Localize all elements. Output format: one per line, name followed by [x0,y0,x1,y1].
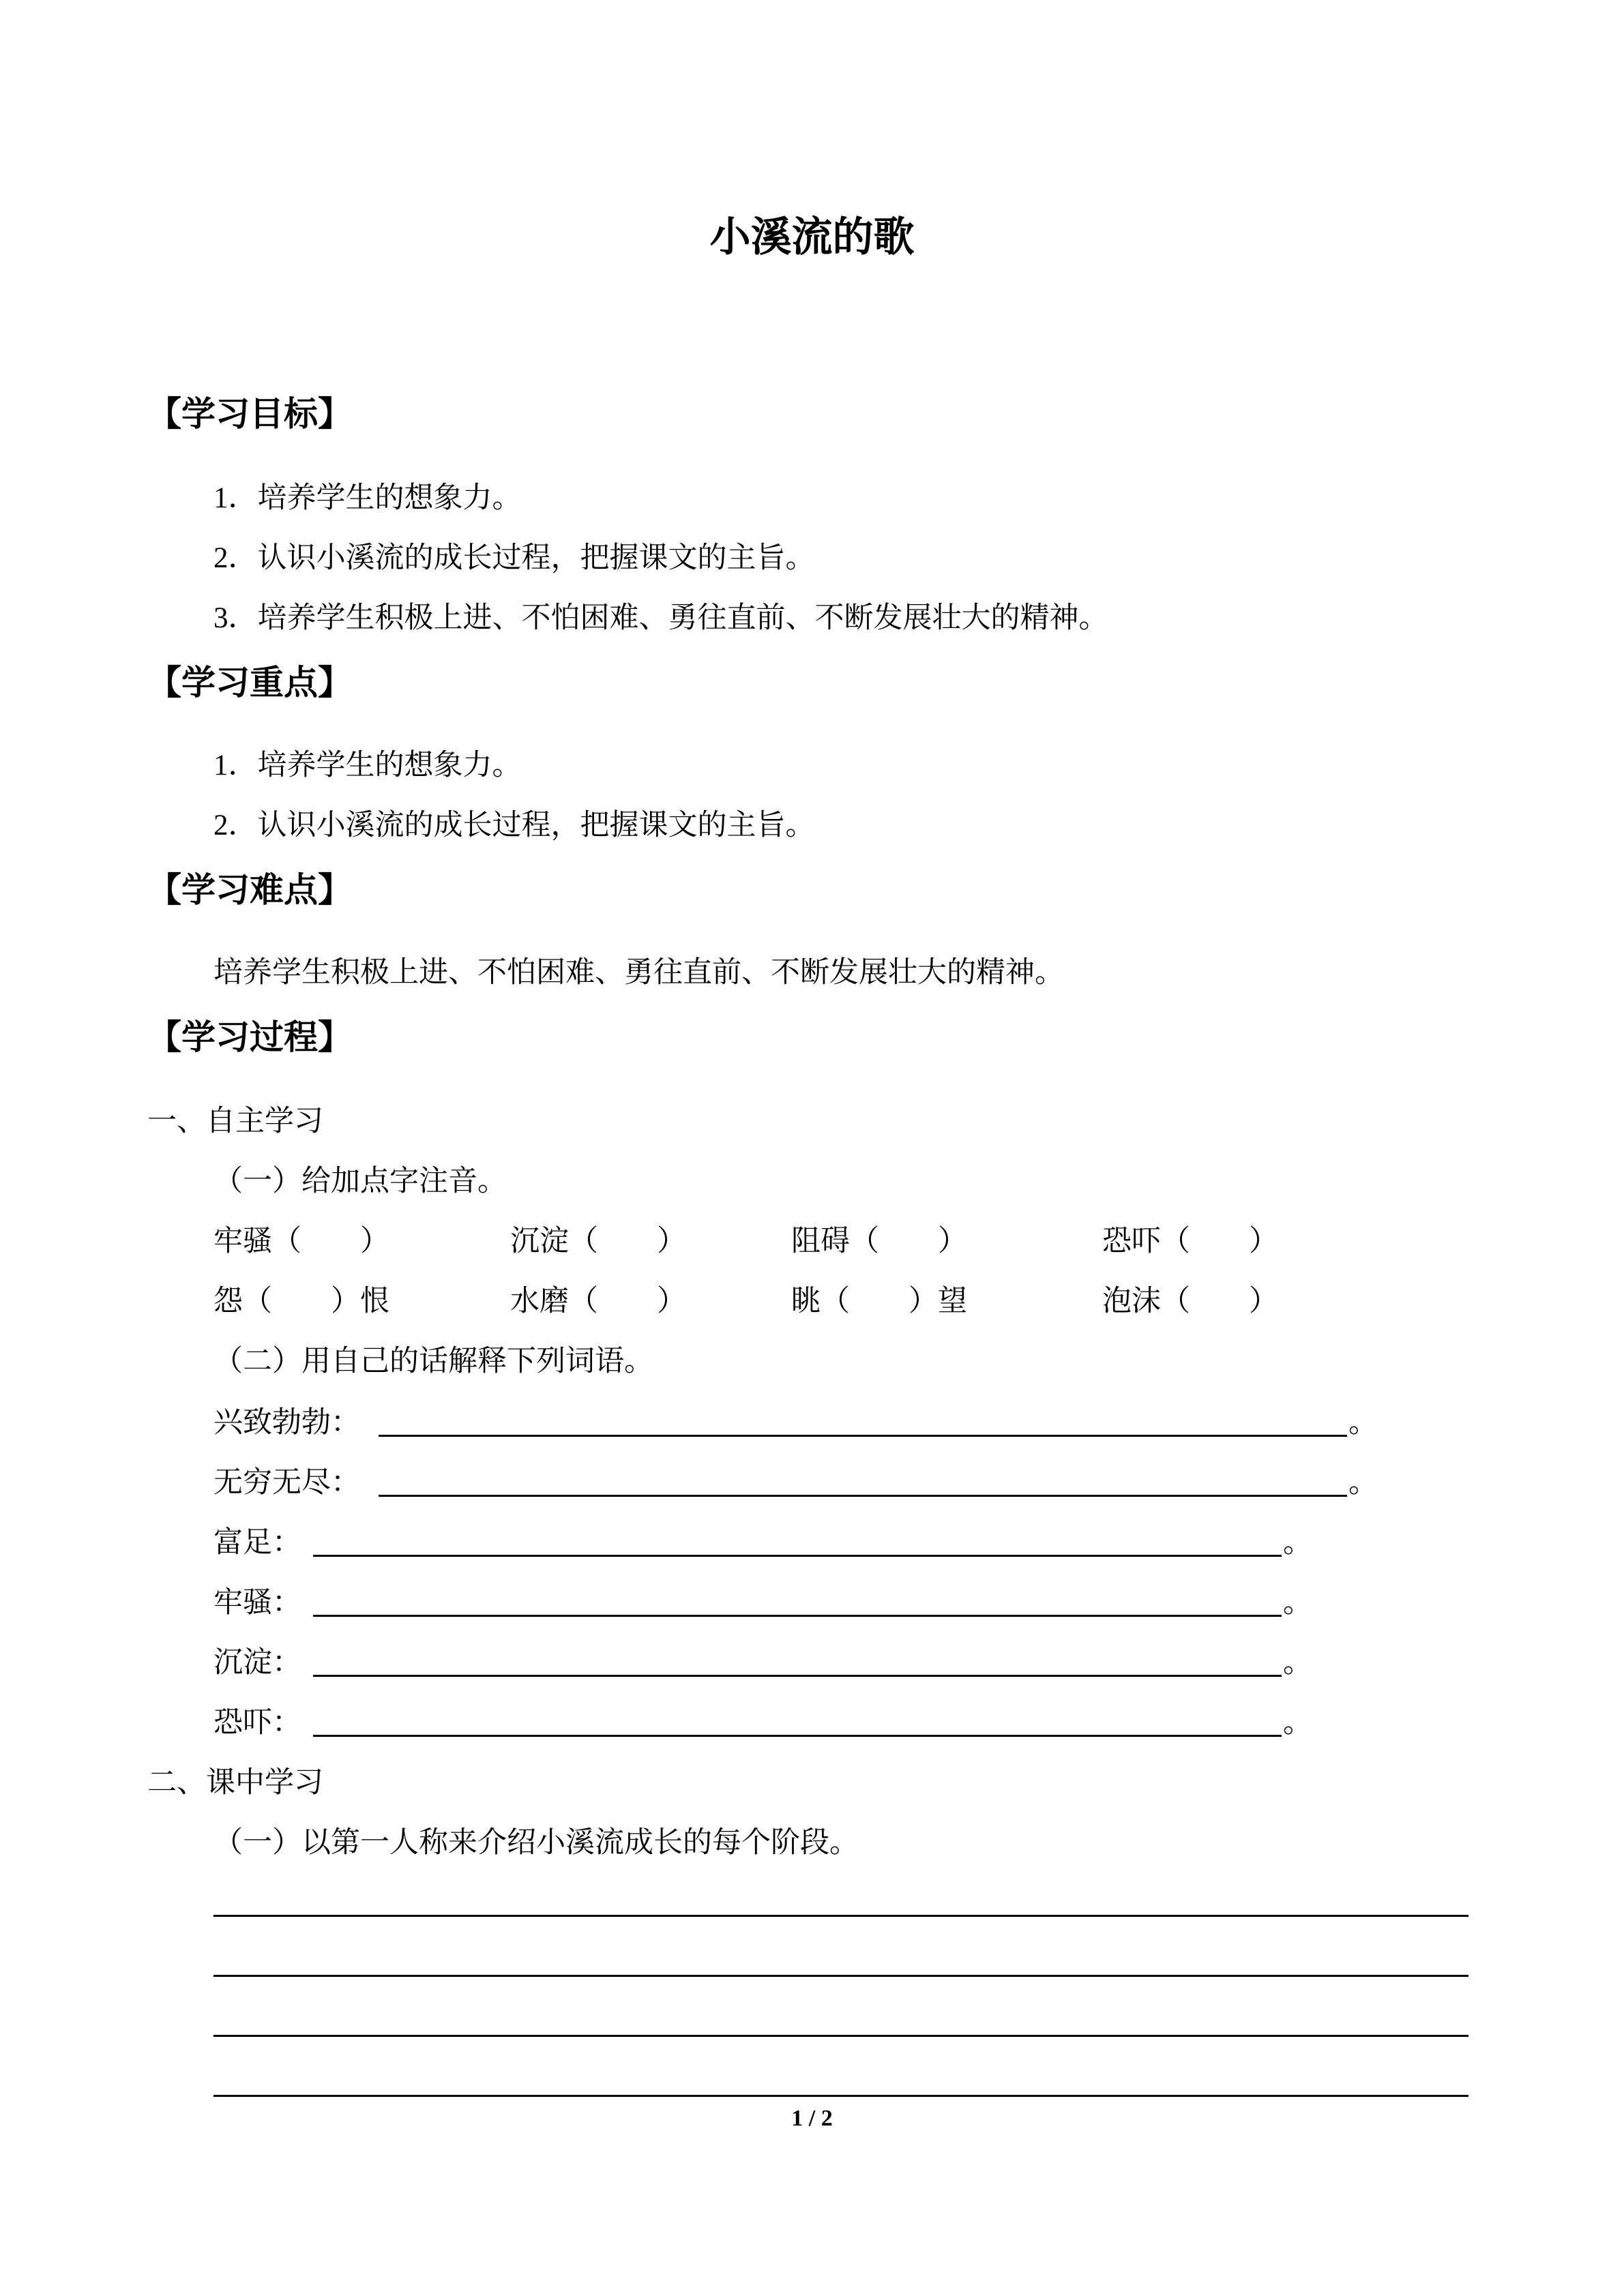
key-point-item-1-text: 培养学生的想象力。 [257,748,522,782]
goal-item-2-number: 2． [213,542,258,574]
part2-title: 二、课中学习 [147,1765,323,1800]
definition-label: 富足： [213,1525,301,1560]
pinyin-item-shuimo: 水磨（ ） [510,1284,686,1318]
definition-answer-blank[interactable] [313,1675,1282,1677]
definition-row-konghe [213,1702,1318,1743]
answer-line-4[interactable] [213,2095,1468,2097]
definition-label: 沉淀： [213,1645,301,1680]
definition-label: 牢骚： [213,1585,301,1620]
goal-item-3 [213,597,1108,639]
part2-q1-title: （一）以第一人称来介绍小溪流成长的每个阶段。 [213,1825,859,1860]
definition-period: 。 [1283,1585,1312,1620]
pinyin-item-laosao: 牢骚（ ） [213,1224,389,1258]
goal-item-1 [213,477,522,519]
pinyin-item-tiaowang: 眺（ ）望 [791,1284,967,1318]
pinyin-item-chendian: 沉淀（ ） [510,1224,686,1258]
definition-period: 。 [1283,1705,1312,1740]
definition-period: 。 [1283,1525,1312,1560]
definition-row-laosao [213,1582,1318,1623]
heading-difficulties: 【学习难点】 [147,870,352,910]
definition-answer-blank[interactable] [379,1495,1347,1497]
definition-row-fuzu [213,1522,1318,1563]
part1-q1-title: （一）给加点字注音。 [213,1164,507,1198]
definition-period: 。 [1348,1465,1378,1500]
difficulty-text: 培养学生积极上进、不怕困难、勇往直前、不断发展壮大的精神。 [213,955,1064,989]
goal-item-3-text: 培养学生积极上进、不怕困难、勇往直前、不断发展壮大的精神。 [257,601,1108,635]
part1-title: 一、自主学习 [147,1104,323,1138]
definition-answer-blank[interactable] [313,1615,1282,1617]
definition-answer-blank[interactable] [313,1555,1282,1557]
definition-period: 。 [1348,1405,1378,1440]
definition-row-wuqiongwujin [213,1462,1387,1503]
key-point-item-1-number: 1． [213,749,258,781]
answer-line-2[interactable] [213,1975,1468,1977]
goal-item-2-text: 认识小溪流的成长过程，把握课文的主旨。 [257,541,815,575]
definition-label: 无穷无尽： [213,1465,360,1500]
definition-label: 恐吓： [213,1705,301,1740]
key-point-item-2-text: 认识小溪流的成长过程，把握课文的主旨。 [257,808,815,842]
answer-line-1[interactable] [213,1915,1468,1917]
key-point-item-2-number: 2． [213,809,258,841]
part1-q2-title: （二）用自己的话解释下列词语。 [213,1344,653,1378]
pinyin-item-zuai: 阻碍（ ） [791,1224,967,1258]
pinyin-item-yuanhen: 怨（ ）恨 [213,1284,389,1318]
definition-label: 兴致勃勃： [213,1405,360,1440]
goal-item-1-number: 1． [213,482,258,514]
definition-row-xingzhibobo [213,1402,1387,1443]
page-title: 小溪流的歌 [709,213,915,261]
key-point-item-2 [213,805,815,846]
definition-answer-blank[interactable] [313,1735,1282,1737]
goal-item-1-text: 培养学生的想象力。 [257,481,522,515]
page-number: 1 / 2 [791,2106,833,2131]
goal-item-2 [213,537,815,579]
goal-item-3-number: 3． [213,602,258,634]
pinyin-item-paomo: 泡沫（ ） [1102,1284,1278,1318]
key-point-item-1 [213,745,522,786]
definition-period: 。 [1283,1645,1312,1680]
heading-key-points: 【学习重点】 [147,663,352,702]
heading-learning-process: 【学习过程】 [147,1017,352,1057]
answer-line-3[interactable] [213,2035,1468,2037]
heading-learning-goals: 【学习目标】 [147,394,352,434]
definition-answer-blank[interactable] [379,1435,1347,1437]
definition-row-chendian [213,1642,1318,1683]
pinyin-item-konghe: 恐吓（ ） [1102,1224,1278,1258]
